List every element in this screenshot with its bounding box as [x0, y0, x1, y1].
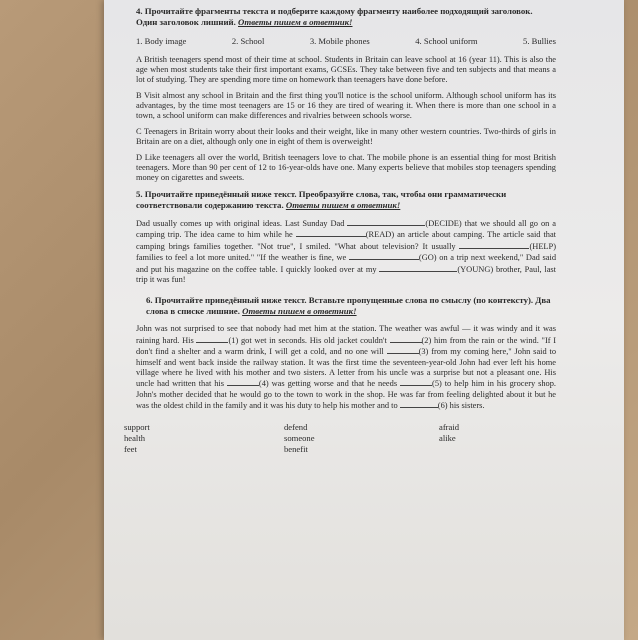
task6-blank-6[interactable]	[400, 400, 438, 408]
task5-blank-5[interactable]	[379, 264, 457, 272]
task6-title	[136, 295, 556, 316]
task6-gap-1: (1)	[228, 335, 239, 345]
task6-instruction: 6. Прочитайте приведённый ниже текст. Вставьте пропущенные слова по смыслу (по контексту). Два слова в списке лишние.	[146, 295, 551, 316]
task5-seg4: families to feel a lot more united." "If the weather is fine, we	[136, 253, 347, 263]
worksheet-content	[124, 6, 557, 455]
task5-instruction: 5. Прочитайте приведённый ниже текст. Преобразуйте слова, так, чтобы они грамматически соответствовали содержанию текста.	[136, 189, 507, 210]
word-feet: feet	[124, 443, 137, 454]
task5-word-decide: (DECIDE)	[425, 219, 462, 228]
task4-answer-note: Ответы пишем в ответник!	[238, 16, 353, 27]
task5-seg5: on a trip next weekend," Dad said and put his magazine on the coffee table. I quickly looked over at my	[136, 253, 557, 274]
task6-text	[136, 324, 556, 411]
task6-seg2: got wet in seconds. His old jacket couldn't	[240, 335, 387, 345]
task6-blank-2[interactable]	[390, 335, 422, 343]
task5-seg3: an article about camping. The article said that camping brings families together. "Not true", I smiled. "What about television? It usually	[136, 230, 557, 251]
task6-blank-4[interactable]	[227, 378, 259, 386]
word-someone: someone	[284, 432, 315, 443]
task6-seg5: was getting worse and that he needs	[271, 379, 398, 389]
task5-blank-1[interactable]	[347, 218, 425, 226]
task6-seg7: his sisters.	[449, 401, 485, 411]
word-support: support	[124, 421, 150, 432]
task6-seg1: John was not surprised to see that nobody had met him at the station. The weather was awful — it was windy and it was raining hard. His	[136, 324, 556, 345]
heading-5: 5. Bullies	[523, 36, 556, 46]
word-alike: alike	[439, 432, 456, 443]
paragraph-c: C Teenagers in Britain worry about their looks and their weight, like in many other western countries. Two-thirds of girls in Britain are on a diet, although only one in eight of them is overweight!	[136, 127, 556, 146]
task6-answer-note: Ответы пишем в ответник!	[242, 305, 357, 316]
task6-blank-5[interactable]	[400, 378, 432, 386]
task4-instruction: 4. Прочитайте фрагменты текста и подберите каждому фрагменту наиболее подходящий заголовок. Один заголовок лишний.	[136, 6, 533, 27]
task6-gap-3: (3)	[418, 347, 429, 357]
task5-blank-3[interactable]	[459, 241, 529, 249]
task6-seg6: to help him in his grocery shop. John's mother decided that he would go to the town to work in the shop. He was far from feeling delighted about it but he was the oldest child in the family and it was his duty to help his mother and to	[136, 379, 557, 411]
task6-gap-4: (4)	[258, 379, 269, 389]
task6-gap-2: (2)	[421, 335, 432, 345]
task5-word-read: (READ)	[365, 230, 395, 240]
task5-seg6: brother, Paul, last trip it was fun!	[136, 264, 557, 285]
task5-blank-2[interactable]	[296, 229, 366, 237]
task6-seg3: him from the rain or the wind. "If I don't find a shelter and a warm drink, I will get a cold, and no one will	[136, 335, 557, 357]
task5-seg1: Dad usually comes up with original ideas. Last Sunday Dad	[136, 219, 345, 228]
heading-4: 4. School uniform	[415, 36, 478, 46]
task4-title	[136, 6, 556, 27]
task6-word-bank	[124, 422, 556, 455]
task5-title	[136, 189, 556, 210]
task5-blank-4[interactable]	[349, 252, 419, 260]
task5-word-young: (YOUNG)	[457, 264, 494, 274]
word-health: health	[124, 432, 145, 443]
task6-blank-3[interactable]	[387, 346, 419, 354]
heading-3: 3. Mobile phones	[309, 36, 370, 46]
paragraph-b: B Visit almost any school in Britain and the first thing you'll notice is the school uniform. Although school uniform has its advantages, by the time most teenagers are 15 or 16 they are tired of wearing it. When there is more than one school in a town, a school uniform can make differences and rivalries between schools worse.	[136, 91, 556, 120]
task5-word-go: (GO)	[418, 253, 437, 263]
task6-blank-1[interactable]	[196, 335, 228, 343]
paragraph-d: D Like teenagers all over the world, British teenagers love to chat. The mobile phone is an essential thing for most British teenagers. More than 90 per cent of 12 to 16-year-olds have one. Many experts believe that mobiles stop teenagers spending money on cigarettes and sweets.	[136, 153, 556, 182]
task4-headings	[136, 36, 556, 46]
heading-1: 1. Body image	[136, 36, 187, 46]
heading-2: 2. School	[231, 36, 265, 46]
paragraph-a: A British teenagers spend most of their time at school. Students in Britain can leave school at 16 (year 11). This is also the age when most students take their first important exams, GCSEs. They take between five and ten subjects and that means a lot of studying. They are spending more time on homework than teenagers have done before.	[136, 55, 556, 84]
task6-gap-6: (6)	[437, 401, 448, 411]
word-defend: defend	[284, 421, 308, 432]
task6-seg4: from my coming here," John said to himself and went back inside the railway station. It was the first time the seventeen-year-old John had ever left his home village where he lived with his mother and two sisters. A letter from his uncle was a surprise but not a pleasant one. His uncle had written that his	[136, 347, 557, 389]
task5-text	[136, 218, 556, 285]
worksheet-page	[104, 0, 624, 640]
task5-answer-note: Ответы пишем в ответник!	[285, 199, 401, 210]
word-benefit: benefit	[284, 443, 308, 454]
task5-word-help: (HELP)	[529, 241, 556, 251]
task6-gap-5: (5)	[432, 379, 442, 389]
word-afraid: afraid	[439, 421, 460, 432]
task5-seg2: that we should all go on a camping trip. The idea came to him while he	[136, 219, 557, 240]
